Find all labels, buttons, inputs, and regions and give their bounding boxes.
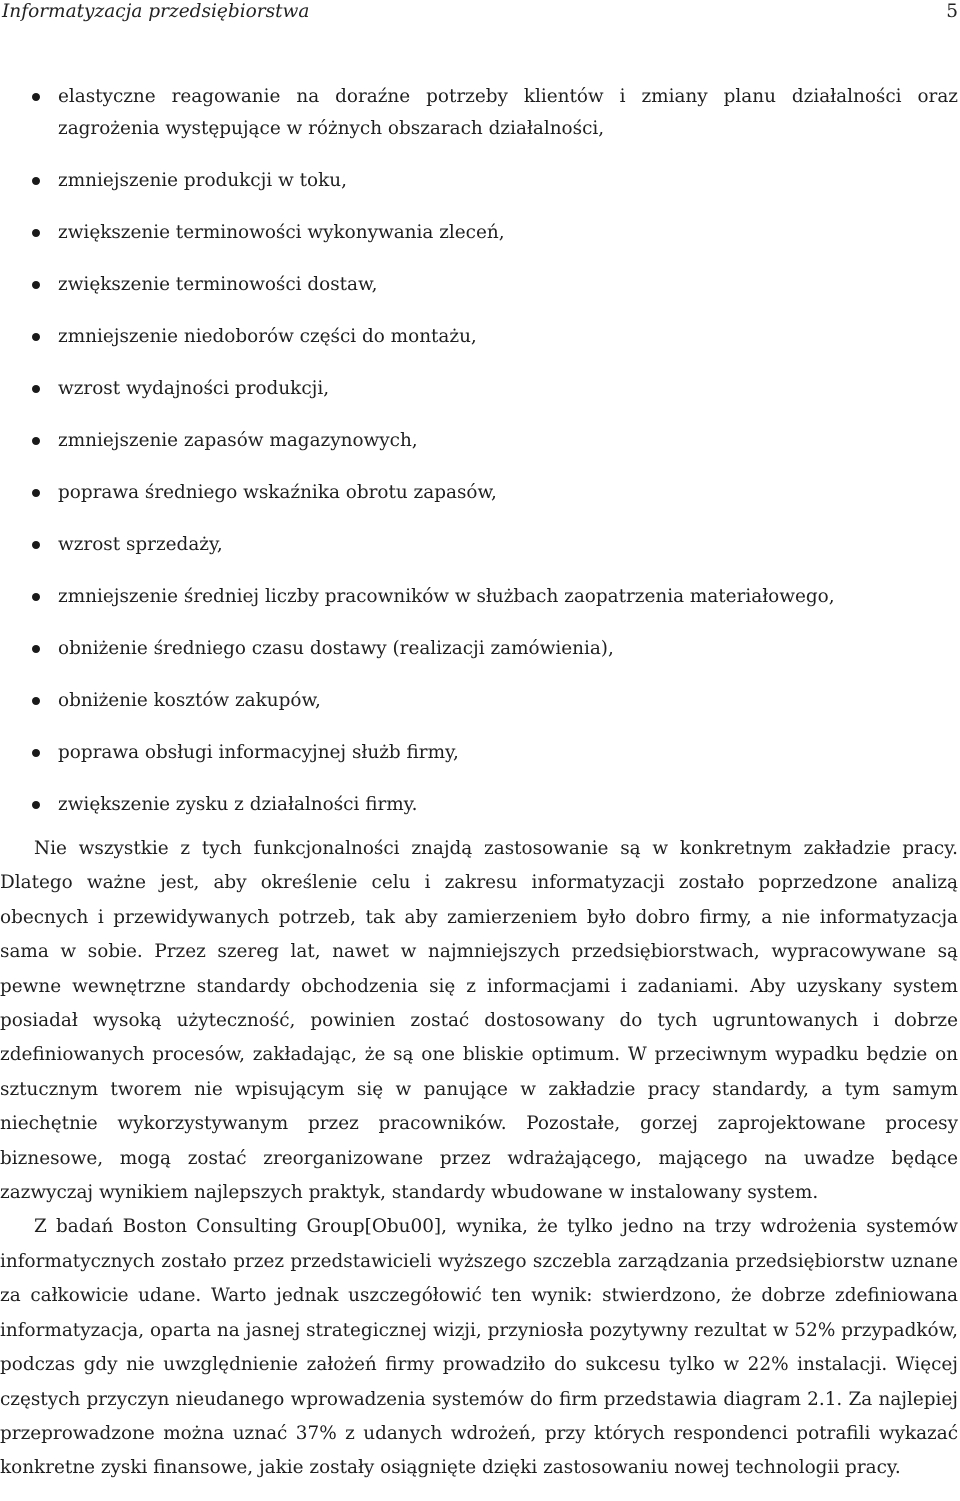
bullet-list — [0, 81, 960, 841]
bullet-icon — [32, 229, 40, 237]
list-item-text: elastyczne reagowanie na doraźne potrzeby klientów i zmiany planu działalności oraz zagrożenia występujące w różnych obszarach działalności, — [58, 86, 958, 139]
list-item — [0, 321, 960, 353]
list-item-text: zmniejszenie zapasów magazynowych, — [58, 430, 418, 451]
list-item — [0, 529, 960, 561]
paragraph: Nie wszystkie z tych funkcjonalności znajdą zastosowanie są w konkretnym zakładzie pracy. Dlatego ważne jest, aby określenie celu i zakresu informatyzacji zostało poprzedzone analizą obecnych i przewidywanych potrzeb, tak aby zamierzeniem było dobro firmy, a nie informatyzacja sama w sobie. Przez szereg lat, nawet w najmniejszych przedsiębiorstwach, wypracowywane są pewne wewnętrzne standardy obchodzenia się z informacjami i zadaniami. Aby uzyskany system posiadał wysoką użyteczność, powinien zostać dostosowany do tych ugruntowanych i dobrze zdefiniowanych procesów, zakładając, że są one bliskie optimum. W przeciwnym wypadku będzie on sztucznym tworem nie wpisującym się w panujące w zakładzie pracy standardy, a tym samym niechętnie wykorzystywanym przez pracowników. Pozostałe, gorzej zaprojektowane procesy biznesowe, mogą zostać zreorganizowane przez wdrażającego, mającego na uwadze będące zazwyczaj wynikiem najlepszych praktyk, standardy wbudowane w instalowany system. — [0, 838, 958, 1204]
list-item — [0, 737, 960, 769]
bullet-icon — [32, 645, 40, 653]
list-item-text: wzrost wydajności produkcji, — [58, 378, 330, 399]
bullet-icon — [32, 385, 40, 393]
bullet-icon — [32, 801, 40, 809]
list-item — [0, 477, 960, 509]
body-text — [0, 832, 958, 1486]
list-item-text: wzrost sprzedaży, — [58, 534, 223, 555]
list-item-text: zwiększenie zysku z działalności firmy. — [58, 794, 418, 815]
bullet-icon — [32, 593, 40, 601]
list-item-text: obniżenie średniego czasu dostawy (realizacji zamówienia), — [58, 638, 614, 659]
bullet-icon — [32, 697, 40, 705]
bullet-icon — [32, 489, 40, 497]
list-item-text: zmniejszenie niedoborów części do montażu, — [58, 326, 477, 347]
bullet-icon — [32, 437, 40, 445]
list-item — [0, 789, 960, 821]
list-item — [0, 373, 960, 405]
page-number: 5 — [946, 1, 958, 22]
paragraph: Z badań Boston Consulting Group[Obu00], wynika, że tylko jedno na trzy wdrożenia systemów informatycznych zostało przez przedstawicieli wyższego szczebla zarządzania przedsiębiorstw uznane za całkowicie udane. Warto jednak uszczegółowić ten wynik: stwierdzono, że dobrze zdefiniowana informatyzacja, oparta na jasnej strategicznej wizji, przyniosła pozytywny rezultat w 52% przypadków, podczas gdy nie uwzględnienie założeń firmy prowadziło do sukcesu tylko w 22% instalacji. Więcej częstych przyczyn nieudanego wprowadzenia systemów do firm przedstawia diagram 2.1. Za najlepiej przeprowadzone można uznać 37% z udanych wdrożeń, przy których respondenci potrafili wykazać konkretne zyski finansowe, jakie zostały osiągnięte dzięki zastosowaniu nowej technologii pracy. — [0, 1216, 958, 1479]
bullet-icon — [32, 281, 40, 289]
bullet-icon — [32, 93, 40, 101]
bullet-icon — [32, 177, 40, 185]
bullet-icon — [32, 541, 40, 549]
running-title: Informatyzacja przedsiębiorstwa — [2, 1, 310, 22]
list-item — [0, 269, 960, 301]
bullet-icon — [32, 333, 40, 341]
list-item-text: zmniejszenie średniej liczby pracowników w służbach zaopatrzenia materiałowego, — [58, 586, 835, 607]
list-item-text: zwiększenie terminowości wykonywania zleceń, — [58, 222, 505, 243]
list-item — [0, 217, 960, 249]
page-header — [0, 0, 960, 24]
list-item — [0, 425, 960, 457]
list-item — [0, 685, 960, 717]
list-item — [0, 581, 960, 613]
list-item-text: obniżenie kosztów zakupów, — [58, 690, 321, 711]
list-item-text: zmniejszenie produkcji w toku, — [58, 170, 347, 191]
list-item — [0, 165, 960, 197]
bullet-icon — [32, 749, 40, 757]
list-item — [0, 81, 960, 145]
list-item-text: poprawa obsługi informacyjnej służb firmy, — [58, 742, 459, 763]
list-item-text: poprawa średniego wskaźnika obrotu zapasów, — [58, 482, 497, 503]
list-item — [0, 633, 960, 665]
list-item-text: zwiększenie terminowości dostaw, — [58, 274, 378, 295]
